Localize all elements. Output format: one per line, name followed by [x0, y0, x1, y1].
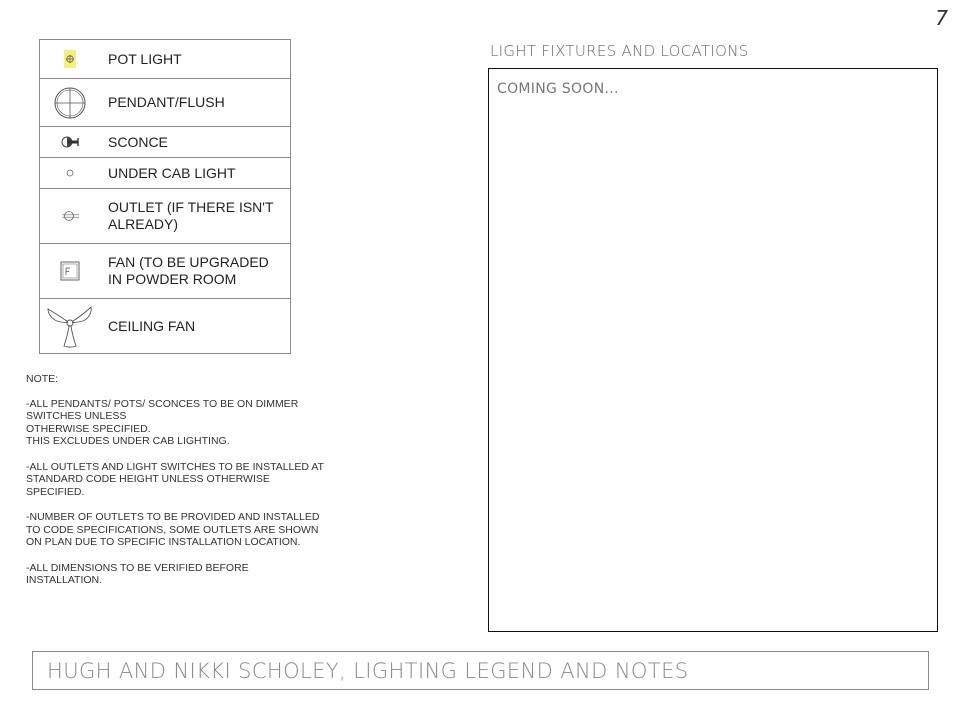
legend-label-outlet: OUTLET (IF THERE ISN'T ALREADY): [108, 199, 274, 232]
legend-row-under-cab-light: [40, 157, 290, 188]
legend-row-sconce: [40, 126, 290, 157]
notes-heading: NOTE:: [26, 373, 59, 385]
legend-table: [39, 39, 291, 354]
legend-label-pot-light: POT LIGHT: [108, 50, 182, 67]
fixtures-panel: [488, 68, 938, 632]
legend-label-under-cab-light: UNDER CAB LIGHT: [108, 164, 236, 181]
title-block: [32, 651, 929, 690]
note-item: -ALL DIMENSIONS TO BE VERIFIED BEFORE INSTALLATION.: [26, 561, 249, 586]
legend-label-fan: FAN (TO BE UPGRADED IN POWDER ROOM: [108, 254, 269, 287]
under-cab-light-icon: [40, 167, 100, 179]
outlet-icon: [40, 209, 100, 223]
legend-label-sconce: SCONCE: [108, 133, 168, 150]
notes-section: [26, 373, 326, 600]
note-item: -NUMBER OF OUTLETS TO BE PROVIDED AND INSTALLED TO CODE SPECIFICATIONS, SOME OUTLETS ARE SHOWN ON PLAN DUE TO SPECIFIC INSTALLATION LOCATION.: [26, 511, 320, 548]
legend-row-pendant-flush: [40, 78, 290, 126]
legend-row-outlet: [40, 188, 290, 243]
ceiling-fan-icon: [40, 303, 100, 349]
sconce-icon: [40, 134, 100, 150]
legend-row-fan: [40, 243, 290, 298]
legend-label-pendant-flush: PENDANT/FLUSH: [108, 94, 225, 110]
legend-row-pot-light: [40, 40, 290, 78]
note-item: -ALL PENDANTS/ POTS/ SCONCES TO BE ON DIMMER SWITCHES UNLESS OTHERWISE SPECIFIED. THIS EXCLUDES UNDER CAB LIGHTING.: [26, 397, 299, 447]
legend-label-ceiling-fan: CEILING FAN: [108, 317, 196, 334]
pendant-flush-icon: [40, 85, 100, 121]
fan-icon: [40, 260, 100, 282]
legend-row-ceiling-fan: [40, 298, 290, 353]
pot-light-icon: [40, 49, 100, 69]
note-item: -ALL OUTLETS AND LIGHT SWITCHES TO BE INSTALLED AT STANDARD CODE HEIGHT UNLESS OTHERWISE SPECIFIED.: [26, 460, 324, 498]
drawing-title: HUGH AND NIKKI SCHOLEY, LIGHTING LEGEND AND NOTES: [47, 658, 689, 683]
fixtures-title: LIGHT FIXTURES AND LOCATIONS: [490, 42, 749, 60]
page-number: 7: [935, 6, 948, 30]
coming-soon-placeholder: COMING SOON...: [497, 81, 619, 97]
